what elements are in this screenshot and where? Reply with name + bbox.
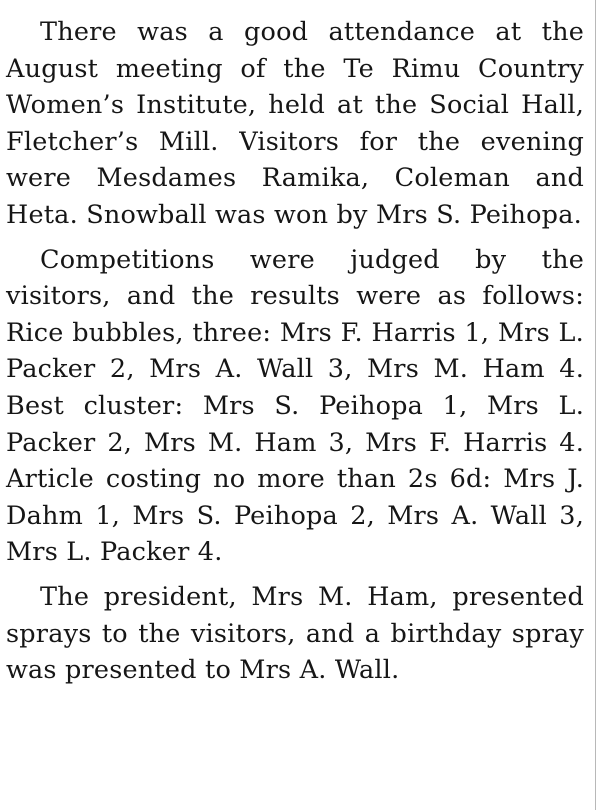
column-rule — [595, 0, 596, 810]
article-paragraph-3: The president, Mrs M. Ham, presented sprays to the visitors, and a birthday spray was presented to Mrs A. Wall. — [6, 581, 584, 686]
article-paragraph-2: Competitions were judged by the visitors, and the results were as follows: Rice bubbles, three: Mrs F. Harris 1, Mrs L. Packer 2, Mrs A. Wall 3, Mrs M. Ham 4. Best cluster: Mrs S. Peihopa 1, Mrs L. Packer 2, Mrs M. Ham 3, Mrs F. Harris 4. Article costing no more than 2s 6d: Mrs J. Dahm 1, Mrs S. Peihopa 2, Mrs A. Wall 3, Mrs L. Packer 4. — [6, 244, 584, 568]
article-paragraph-1: There was a good attendance at the August meeting of the Te Rimu Country Women’s Institute, held at the Social Hall, Fletcher’s Mill. Visitors for the evening were Mesdames Ramika, Coleman and Heta. Snowball was won by Mrs S. Peihopa. — [6, 17, 584, 230]
article-column — [6, 14, 584, 697]
